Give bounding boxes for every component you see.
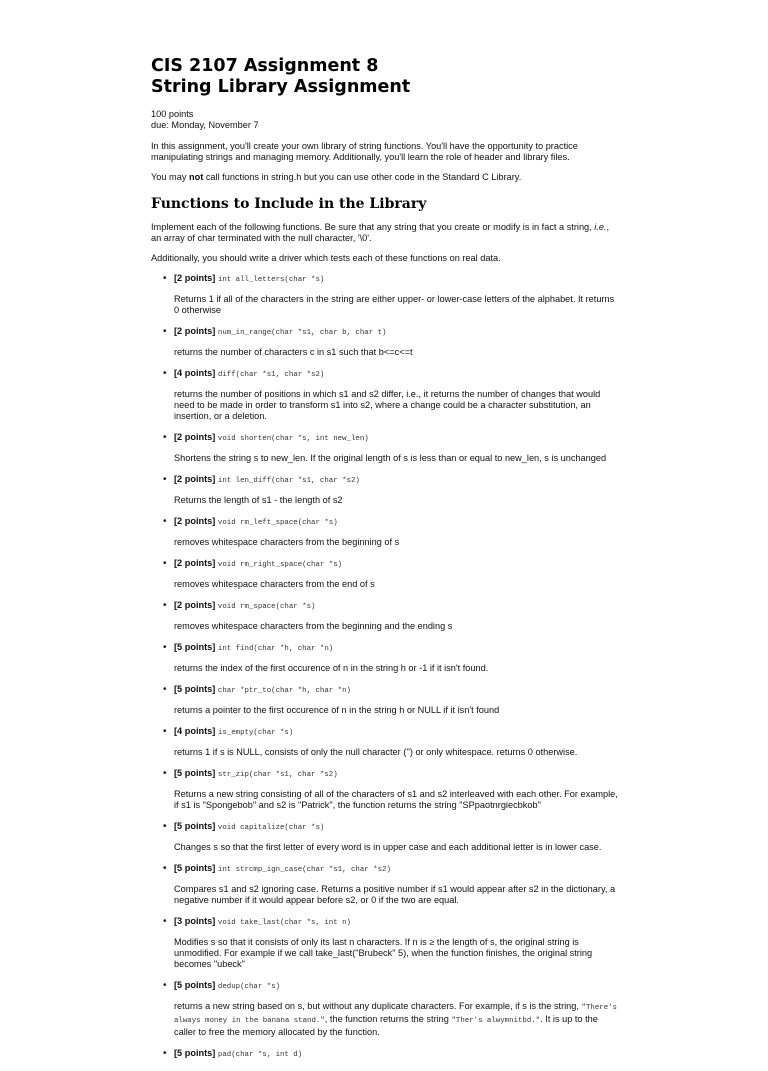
page-title: [151, 56, 621, 98]
function-description: Returns the length of s1 - the length of s2: [174, 495, 343, 505]
function-signature: [174, 273, 621, 286]
function-signature: [174, 980, 621, 993]
function-code: pad(char *s, int d): [217, 1051, 303, 1059]
function-description: Modifies s so that it consists of only its last n characters. If n is ≥ the length of s, the original string is unmodified. For example if we call take_last("Brubeck" 5), when the function finishes, the original string becomes "ubeck": [174, 937, 593, 969]
points-label: [2 points]: [174, 600, 216, 610]
function-code: int strcmp_ign_case(char *s1, char *s2): [217, 866, 391, 874]
function-signature: [174, 326, 621, 339]
function-description: returns the number of positions in which s1 and s2 differ, i.e., it returns the number of changes that would need to be made in order to transform s1 into s2, where a change could be a character substitution, an insertion, or a deletion.: [174, 389, 601, 421]
assignment-meta: [151, 109, 621, 131]
function-code: int find(char *h, char *n): [217, 645, 334, 653]
function-signature: [174, 600, 621, 613]
function-description: Returns 1 if all of the characters in the string are either upper- or lower-case letters of the alphabet. It returns 0 otherwise: [174, 294, 615, 315]
implement-text-b: , an array of char terminated with the null character, '\0'.: [151, 222, 610, 243]
function-code: str_zip(char *s1, char *s2): [217, 771, 338, 779]
points-label: [2 points]: [174, 273, 216, 283]
function-description: returns the number of characters c in s1 such that b<=c<=t: [174, 347, 413, 357]
function-signature: [174, 863, 621, 876]
points-label: [2 points]: [174, 516, 216, 526]
points-label: [2 points]: [174, 326, 216, 336]
function-code: num_in_range(char *s1, char b, char t): [217, 329, 387, 337]
list-item: [151, 980, 621, 1038]
list-item: [151, 600, 621, 632]
points-label: [5 points]: [174, 980, 216, 990]
function-description: returns 1 if s is NULL, consists of only the null character ('') or only whitespace. returns 0 otherwise.: [174, 747, 578, 757]
function-signature: [174, 768, 621, 781]
function-signature: [174, 916, 621, 929]
points-label: [5 points]: [174, 642, 216, 652]
list-item: [151, 432, 621, 464]
points-label: [5 points]: [174, 768, 216, 778]
function-description: Shortens the string s to new_len. If the original length of s is less than or equal to new_len, s is unchanged: [174, 453, 607, 463]
restriction-emphasis: not: [188, 172, 204, 182]
function-code: void capitalize(char *s): [217, 824, 325, 832]
due-date: due: Monday, November 7: [151, 120, 259, 130]
restriction-text-b: call functions in string.h but you can use other code in the Standard C Library.: [203, 172, 522, 182]
points-label: [5 points]: [174, 684, 216, 694]
function-signature: [174, 642, 621, 655]
list-item: [151, 273, 621, 316]
list-item: [151, 916, 621, 970]
dedup-text-b: , the function returns the string: [324, 1014, 452, 1024]
points-label: [5 points]: [174, 821, 216, 831]
function-code: char *ptr_to(char *h, char *n): [217, 687, 351, 695]
function-code: void rm_space(char *s): [217, 603, 316, 611]
function-code: dedup(char *s): [217, 983, 280, 991]
points-label: [4 points]: [174, 368, 216, 378]
function-signature: [174, 821, 621, 834]
function-description: removes whitespace characters from the beginning of s: [174, 537, 400, 547]
title-line-1: CIS 2107 Assignment 8: [151, 56, 379, 76]
list-item: [151, 368, 621, 422]
restriction-text-a: You may: [151, 172, 189, 182]
function-code: void rm_left_space(char *s): [217, 519, 338, 527]
function-signature: [174, 558, 621, 571]
function-signature: [174, 474, 621, 487]
function-description: Changes s so that the first letter of every word is in upper case and each additional letter is in lower case.: [174, 842, 602, 852]
function-signature: [174, 684, 621, 697]
dedup-example-input: "There's always money in the banana stand.": [174, 1004, 617, 1025]
driver-paragraph: Additionally, you should write a driver which tests each of these functions on real data.: [151, 253, 501, 263]
function-signature: [174, 1048, 621, 1061]
function-signature: [174, 432, 621, 445]
function-description: [174, 1001, 621, 1038]
function-code: int len_diff(char *s1, char *s2): [217, 477, 360, 485]
document-page: [151, 56, 621, 1071]
list-item: [151, 1048, 621, 1061]
function-description: returns the index of the first occurence of n in the string h or -1 if it isn't found.: [174, 663, 489, 673]
list-item: [151, 863, 621, 906]
function-description: Returns a new string consisting of all of the characters of s1 and s2 interleaved with each other. For example, if s1 is "Spongebob" and s2 is "Patrick", the function returns the string "SPpaotnrgiecbkob": [174, 789, 618, 810]
list-item: [151, 821, 621, 853]
implement-text-a: Implement each of the following functions. Be sure that any string that you create or modify is in fact a string,: [151, 222, 595, 232]
restriction-paragraph: [151, 172, 621, 183]
function-list: [151, 273, 621, 1061]
function-code: int all_letters(char *s): [217, 276, 325, 284]
list-item: [151, 726, 621, 758]
list-item: [151, 516, 621, 548]
function-code: diff(char *s1, char *s2): [217, 371, 325, 379]
function-code: is_empty(char *s): [217, 729, 294, 737]
implement-emphasis: i.e.: [594, 222, 607, 232]
points-label: [5 points]: [174, 1048, 216, 1058]
points-total: 100 points: [151, 109, 194, 119]
function-code: void shorten(char *s, int new_len): [217, 435, 369, 443]
points-label: [5 points]: [174, 863, 216, 873]
function-description: returns a pointer to the first occurence of n in the string h or NULL if it isn't found: [174, 705, 500, 715]
function-signature: [174, 516, 621, 529]
points-label: [2 points]: [174, 474, 216, 484]
dedup-text-a: returns a new string based on s, but without any duplicate characters. For example, if s is the string,: [174, 1001, 582, 1011]
function-signature: [174, 368, 621, 381]
list-item: [151, 642, 621, 674]
list-item: [151, 326, 621, 358]
function-description: removes whitespace characters from the beginning and the ending s: [174, 621, 453, 631]
list-item: [151, 474, 621, 506]
function-description: removes whitespace characters from the end of s: [174, 579, 375, 589]
dedup-example-output: "Ther's alwymnitbd.": [451, 1017, 541, 1025]
dedup-text-c: . It is up to the caller to free the memory allocated by the function.: [174, 1014, 598, 1037]
function-code: void take_last(char *s, int n): [217, 919, 351, 927]
function-description: Compares s1 and s2 ignoring case. Returns a positive number if s1 would appear after s2 in the dictionary, a negative number if it would appear before s2, or 0 if the two are equal.: [174, 884, 616, 905]
points-label: [2 points]: [174, 432, 216, 442]
list-item: [151, 558, 621, 590]
title-line-2: String Library Assignment: [151, 77, 411, 97]
intro-paragraph: In this assignment, you'll create your own library of string functions. You'll have the opportunity to practice manipulating strings and managing memory. Additionally, you'll learn the role of header and library files.: [151, 141, 578, 162]
list-item: [151, 684, 621, 716]
list-item: [151, 768, 621, 811]
implement-paragraph: [151, 222, 621, 244]
points-label: [3 points]: [174, 916, 216, 926]
points-label: [4 points]: [174, 726, 216, 736]
function-code: void rm_right_space(char *s): [217, 561, 343, 569]
function-signature: [174, 726, 621, 739]
points-label: [2 points]: [174, 558, 216, 568]
section-heading: Functions to Include in the Library: [151, 196, 427, 212]
